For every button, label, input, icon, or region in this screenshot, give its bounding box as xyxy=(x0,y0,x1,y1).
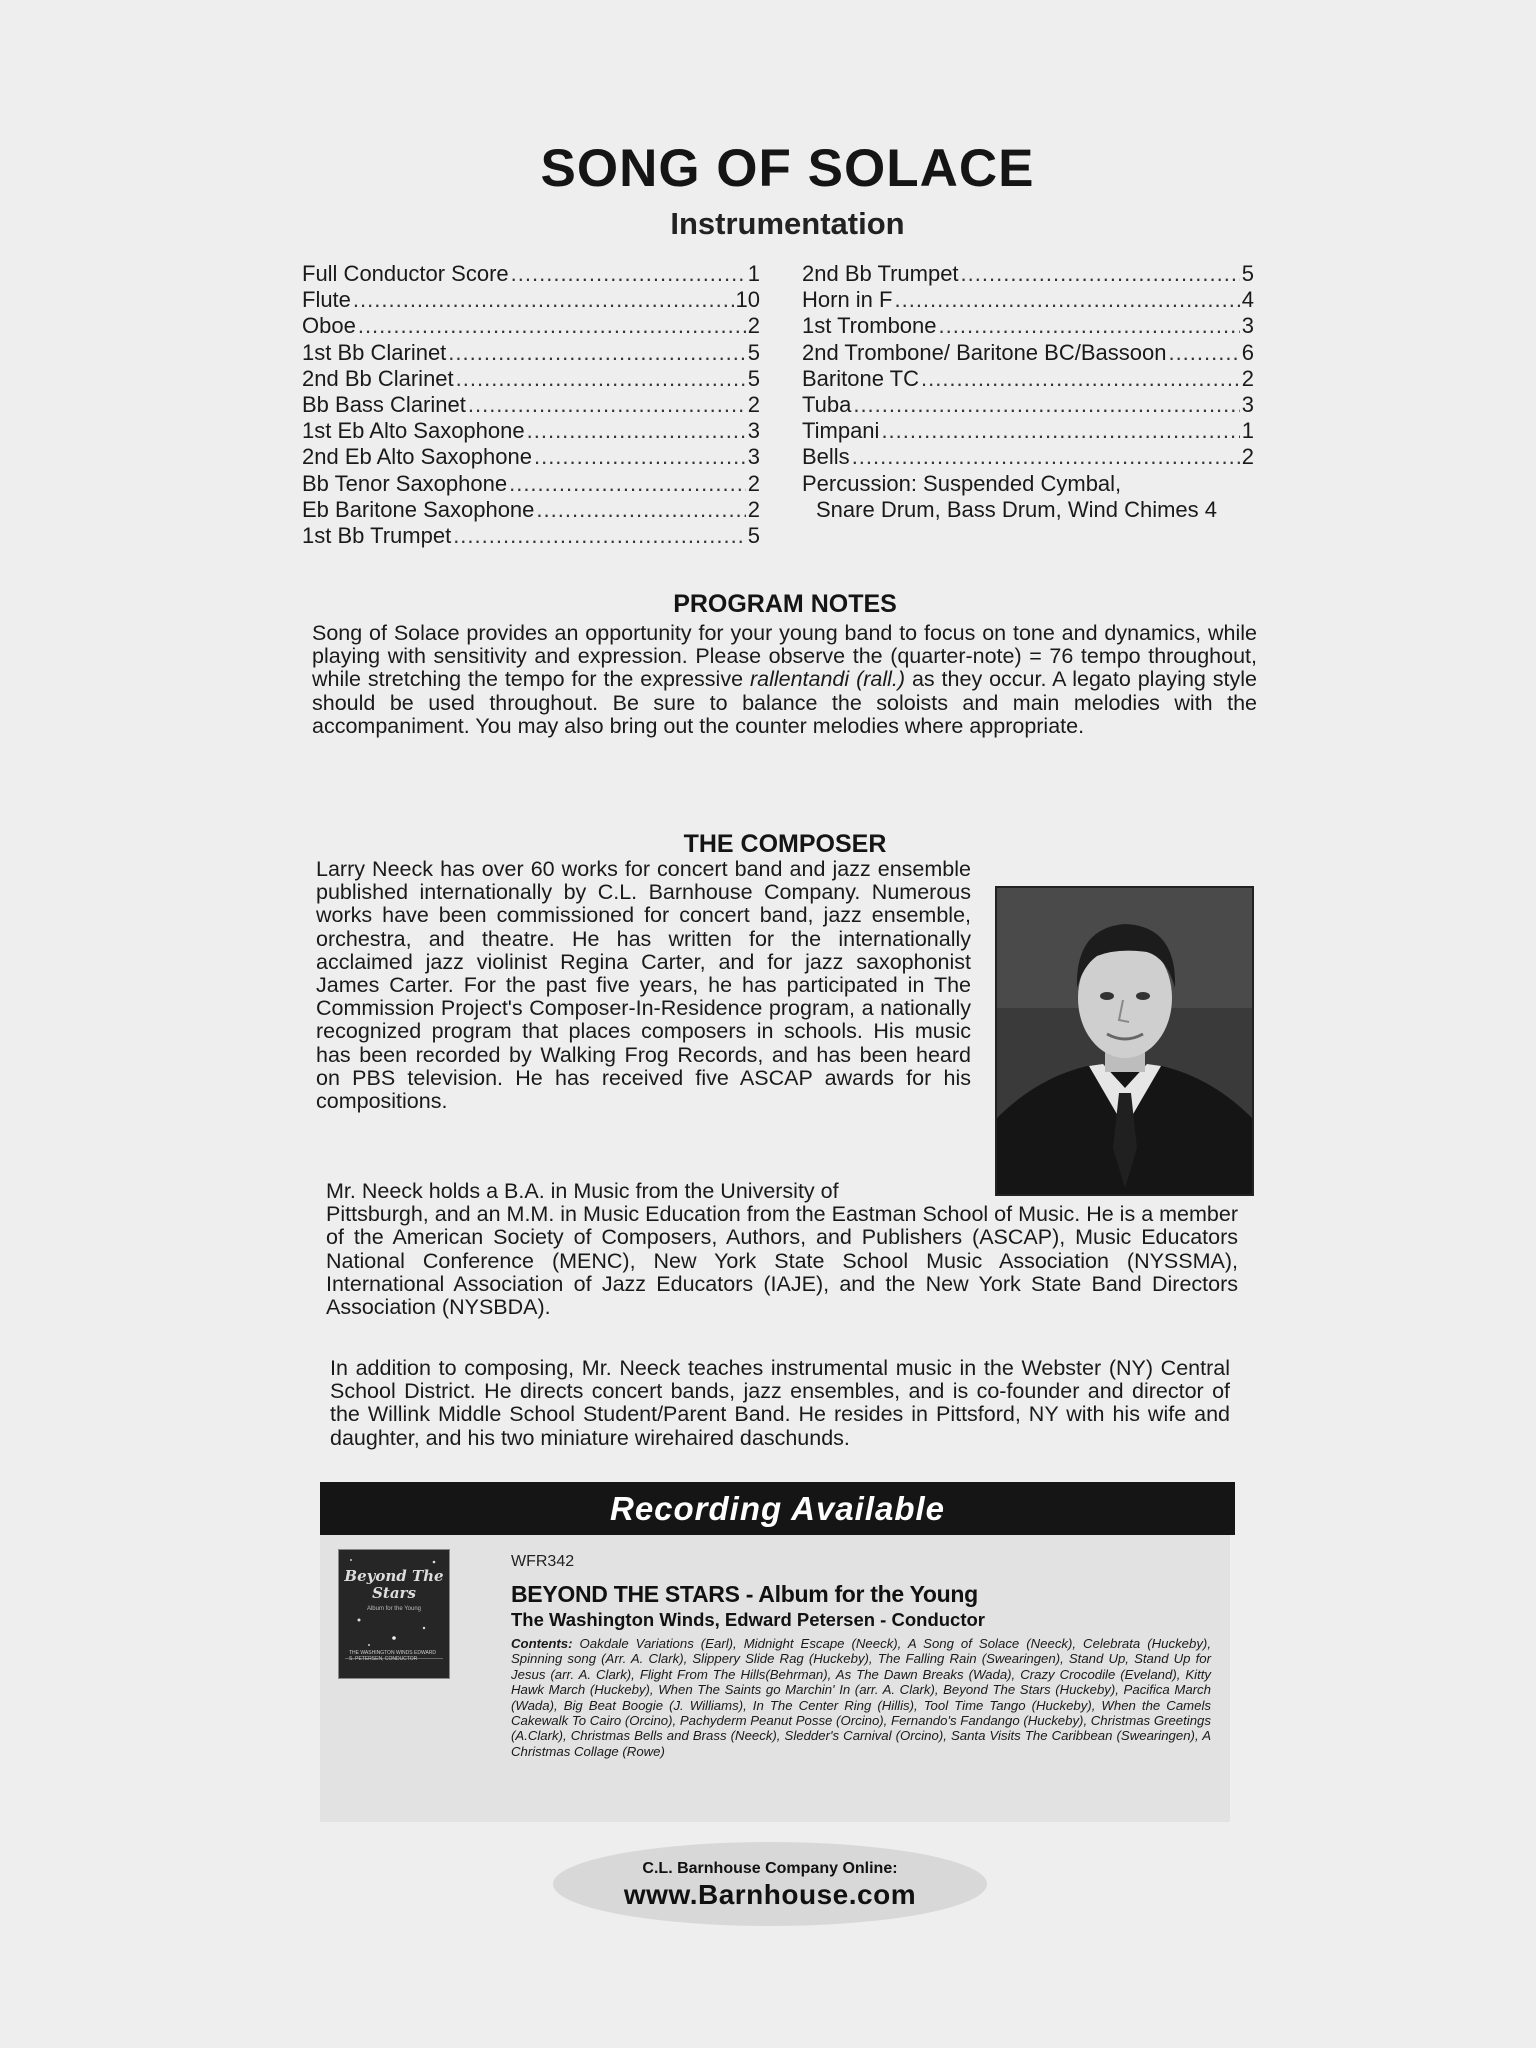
leader-dots xyxy=(511,261,746,287)
recording-banner: Recording Available xyxy=(320,1482,1235,1535)
instrument-row xyxy=(302,340,760,366)
album-cover-footer: THE WASHINGTON WINDS EDWARD S. PETERSEN, CONDUCTOR xyxy=(349,1650,437,1662)
instrument-row xyxy=(302,471,760,497)
composer-paragraph-2-first-line: Mr. Neeck holds a B.A. in Music from the University of xyxy=(326,1179,839,1203)
instrument-name: Baritone TC xyxy=(802,365,919,391)
instrument-count: 2 xyxy=(1241,365,1254,391)
composer-portrait-image xyxy=(997,888,1252,1194)
instrumentation-right-column xyxy=(802,261,1254,523)
page-title: SONG OF SOLACE xyxy=(540,139,1035,198)
instrument-name: 2nd Bb Clarinet xyxy=(302,365,454,391)
instrument-name: 2nd Eb Alto Saxophone xyxy=(302,444,532,470)
instrument-name: Eb Baritone Saxophone xyxy=(302,496,535,522)
instrument-name: 1st Bb Clarinet xyxy=(302,339,447,365)
composer-paragraph-1: Larry Neeck has over 60 works for concert band and jazz ensemble published internationally by C.L. Barnhouse Company. Numerous works have been commissioned for concert band, jazz ensemble, orchestra, and theatre. He has written for the internationally acclaimed jazz violinist Regina Carter, and for jazz saxophonist James Carter. For the past five years, he has participated in The Commission Project's Composer-In-Residence program, a nationally recognized program that places composers in schools. His music has been recorded by Walking Frog Records, and has been heard on PBS television. He has received five ASCAP awards for his compositions. xyxy=(316,857,971,1114)
percussion-line-2: Snare Drum, Bass Drum, Wind Chimes 4 xyxy=(816,496,1217,522)
recording-album-title: BEYOND THE STARS - Album for the Young xyxy=(511,1581,978,1607)
instrument-row xyxy=(802,287,1254,313)
instrument-count: 5 xyxy=(1241,261,1254,286)
leader-dots xyxy=(353,287,734,313)
instrument-row xyxy=(802,366,1254,392)
composer-paragraph-2 xyxy=(326,1180,1238,1319)
instrument-name: 1st Trombone xyxy=(802,313,937,339)
leader-dots xyxy=(468,392,746,418)
instrument-row xyxy=(302,523,760,549)
album-cover-subtitle: Album for the Young xyxy=(366,1606,422,1612)
leader-dots xyxy=(921,366,1240,392)
instrument-row xyxy=(302,444,760,470)
instrument-row xyxy=(302,366,760,392)
instrument-count: 2 xyxy=(747,392,760,418)
program-notes-text-part: as they occur. A legato playing style should be used throughout. Be sure to balance the soloists and main melodies with the accompaniment. You may also bring out the counter melodies where appropriate. xyxy=(312,667,1257,738)
instrument-count: 3 xyxy=(747,444,760,470)
instrument-row xyxy=(302,392,760,418)
instrument-row xyxy=(302,313,760,339)
program-notes-italic-term: rallentandi (rall.) xyxy=(749,667,906,692)
composer-paragraph-2-rest: Pittsburgh, and an M.M. in Music Education from the Eastman School of Music. He is a member of the American Society of Composers, Authors, and Publishers (ASCAP), Music Educators National Conference (MENC), New York State School Music Association (NYSSMA), International Association of Jazz Educators (IAJE), and the New York State Band Directors Association (NYSBDA). xyxy=(326,1202,1238,1320)
recording-contents xyxy=(511,1636,1211,1759)
leader-dots xyxy=(453,523,746,549)
instrument-name: 2nd Bb Trumpet xyxy=(802,261,959,286)
leader-dots xyxy=(881,418,1239,444)
instrument-count: 3 xyxy=(1241,392,1254,418)
instrument-name: 1st Eb Alto Saxophone xyxy=(302,418,525,444)
album-cover-title: Beyond The Stars xyxy=(344,1567,444,1602)
leader-dots xyxy=(456,366,746,392)
instrument-row xyxy=(302,497,760,523)
instrument-name: Horn in F xyxy=(802,287,893,313)
leader-dots xyxy=(358,313,746,339)
instrument-row xyxy=(802,313,1254,339)
program-notes-heading: PROGRAM NOTES xyxy=(673,590,897,618)
instrumentation-left-column xyxy=(302,261,760,549)
instrument-name: Tuba xyxy=(802,392,852,418)
instrument-count: 4 xyxy=(1241,287,1254,313)
instrument-count: 2 xyxy=(747,496,760,522)
leader-dots xyxy=(527,418,746,444)
instrument-name: Bb Bass Clarinet xyxy=(302,392,466,418)
instrument-name: 2nd Trombone/ Baritone BC/Bassoon xyxy=(802,339,1167,365)
instrument-name: 1st Bb Trumpet xyxy=(302,523,452,549)
instrument-name: Oboe xyxy=(302,313,356,339)
instrument-count: 5 xyxy=(747,365,760,391)
instrument-name: Full Conductor Score xyxy=(302,261,509,286)
instrument-count: 3 xyxy=(747,418,760,444)
instrument-count: 6 xyxy=(1241,339,1254,365)
composer-heading: THE COMPOSER xyxy=(683,830,887,858)
instrument-name: Flute xyxy=(302,287,351,313)
instrument-name: Bells xyxy=(802,444,850,470)
recording-catalog-code: WFR342 xyxy=(511,1553,575,1570)
leader-dots xyxy=(536,497,745,523)
leader-dots xyxy=(448,340,745,366)
instrument-count: 5 xyxy=(747,523,760,549)
leader-dots xyxy=(852,444,1240,470)
instrument-row xyxy=(802,418,1254,444)
instrument-row xyxy=(302,418,760,444)
album-cover-image xyxy=(338,1549,450,1679)
leader-dots xyxy=(961,261,1240,287)
page-subtitle: Instrumentation xyxy=(670,206,905,241)
instrument-row xyxy=(802,444,1254,470)
recording-contents-list: Oakdale Variations (Earl), Midnight Escape (Neeck), A Song of Solace (Neeck), Celebrata (Huckeby), Spinning song (Arr. A. Clark), Slippery Slide Rag (Huckeby), The Falling Rain (Swearingen), Stand Up, Stand Up for Jesus (arr. A. Clark), Flight From The Hills(Behrman), As The Dawn Breaks (Wada), Crazy Crocodile (Eveland), Kitty Hawk March (Huckeby), When The Saints go Marchin' In (arr. A. Clark), Beyond The Stars (Huckeby), Pacifica March (Wada), Big Beat Boogie (J. Williams), In The Center Ring (Hillis), Tool Time Tango (Huckeby), When the Camels Cakewalk To Cairo (Orcino), Pachyderm Peanut Posse (Orcino), Fernando's Fandango (Huckeby), Christmas Greetings (A.Clark), Christmas Bells and Brass (Neeck), Sledder's Carnival (Orcino), Santa Visits The Caribbean (Swearingen), A Christmas Collage (Rowe) xyxy=(511,1636,1211,1759)
instrument-name: Timpani xyxy=(802,418,880,444)
composer-photo xyxy=(995,886,1254,1196)
instrument-row xyxy=(802,392,1254,418)
instrument-row xyxy=(302,261,760,287)
percussion-line-1: Percussion: Suspended Cymbal, xyxy=(802,470,1122,496)
instrument-count: 5 xyxy=(747,339,760,365)
percussion-entry xyxy=(802,471,1254,523)
leader-dots xyxy=(894,287,1239,313)
instrument-row xyxy=(802,340,1254,366)
leader-dots xyxy=(939,313,1240,339)
leader-dots xyxy=(534,444,746,470)
leader-dots xyxy=(509,471,746,497)
leader-dots xyxy=(1168,340,1239,366)
instrument-count: 2 xyxy=(747,313,760,339)
instrument-count: 3 xyxy=(1241,313,1254,339)
composer-paragraph-3: In addition to composing, Mr. Neeck teaches instrumental music in the Webster (NY) Central School District. He directs concert bands, jazz ensembles, and is co-founder and director of the Willink Middle School Student/Parent Band. He resides in Pittsford, NY with his wife and daughter, and his two miniature wirehaired daschunds. xyxy=(330,1356,1230,1450)
instrument-count: 2 xyxy=(1241,444,1254,470)
instrument-count: 2 xyxy=(747,470,760,496)
instrument-name: Bb Tenor Saxophone xyxy=(302,470,508,496)
program-notes-text-part: Song of Solace provides an opportunity for your young band to focus on tone and dynamics, while playing with sensitivity and expression. Please observe the (quarter-note) = 76 tempo throughout, while stretching the tempo for the expressive xyxy=(312,621,1257,692)
program-notes-text xyxy=(312,622,1257,738)
leader-dots xyxy=(853,392,1239,418)
instrument-row xyxy=(302,287,760,313)
footer-website-link[interactable]: www.Barnhouse.com xyxy=(623,1879,917,1910)
instrument-row xyxy=(802,261,1254,287)
footer-label: C.L. Barnhouse Company Online: xyxy=(642,1860,898,1877)
instrument-count: 1 xyxy=(747,261,760,286)
recording-contents-label: Contents: xyxy=(511,1636,573,1651)
recording-ensemble: The Washington Winds, Edward Petersen - Conductor xyxy=(511,1609,985,1630)
instrument-count: 1 xyxy=(1241,418,1254,444)
instrument-count: 10 xyxy=(735,287,760,313)
